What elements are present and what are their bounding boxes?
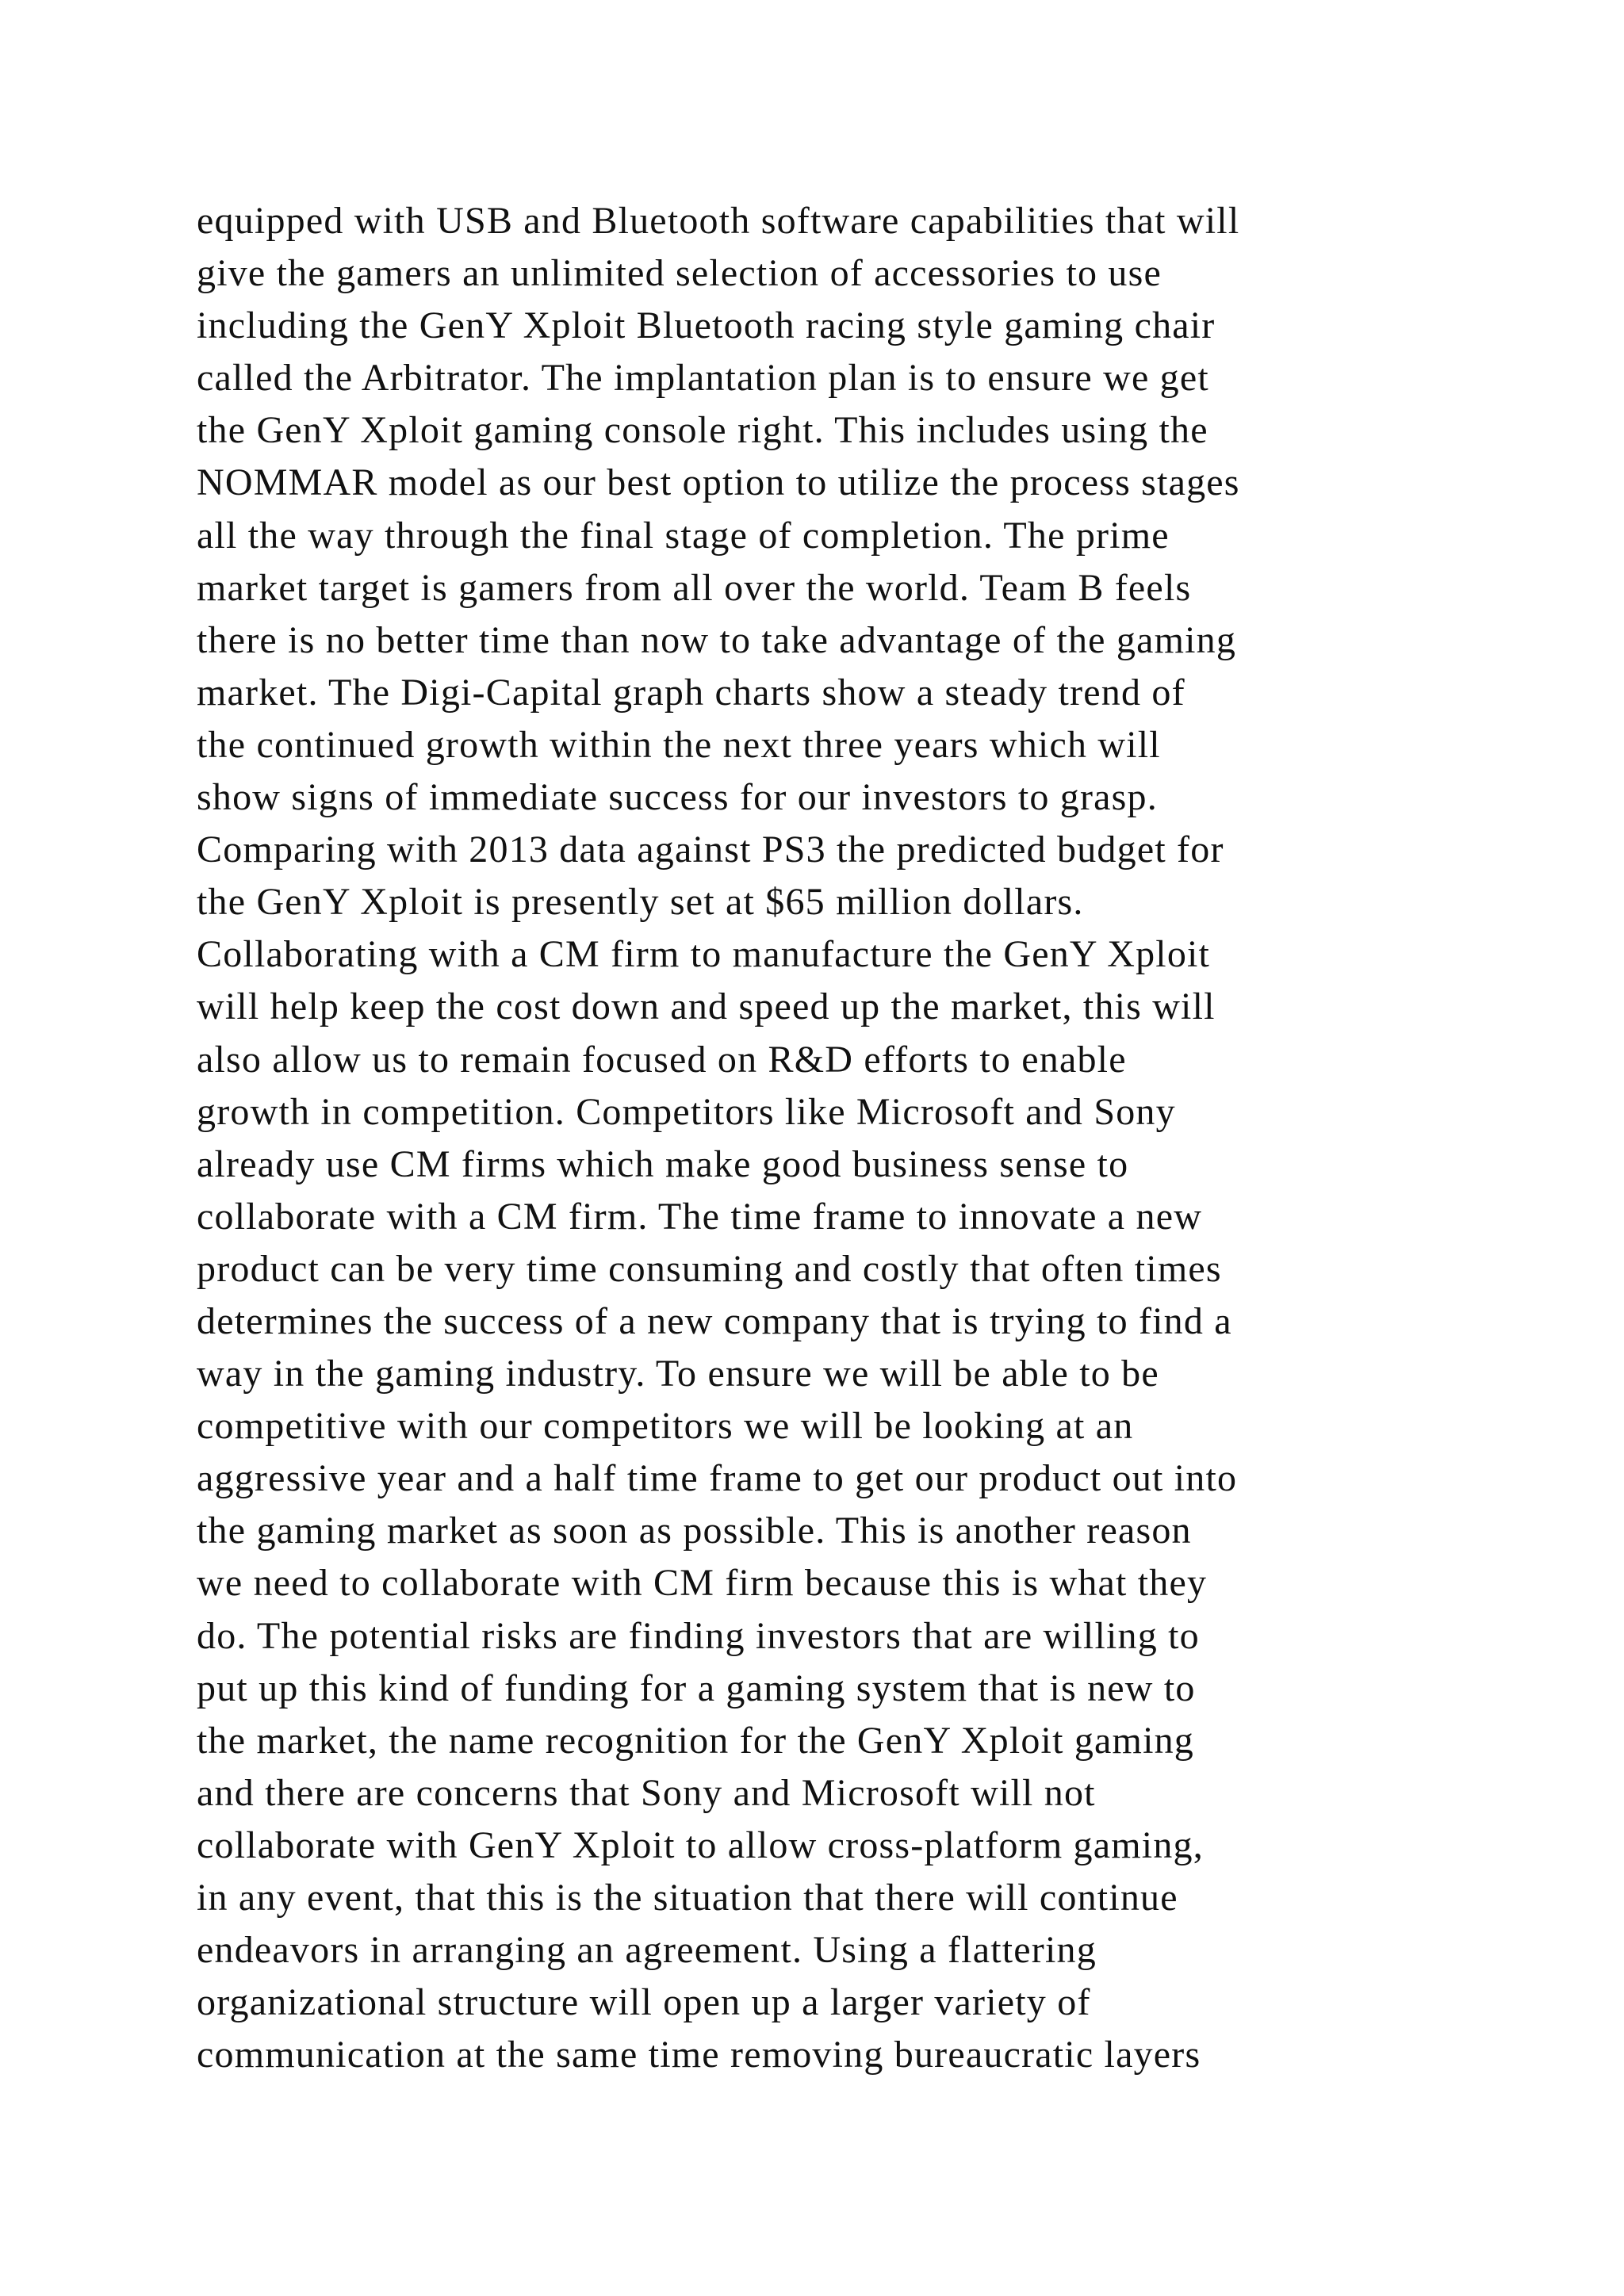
text-line: put up this kind of funding for a gaming system that is new to: [197, 1667, 1196, 1709]
text-line: growth in competition. Competitors like Microsoft and Sony: [197, 1090, 1176, 1133]
text-line: called the Arbitrator. The implantation plan is to ensure we get: [197, 357, 1209, 400]
text-line: equipped with USB and Bluetooth software capabilities that will: [197, 200, 1240, 242]
body-text: [197, 195, 1465, 2081]
text-line: will help keep the cost down and speed up the market, this will: [197, 985, 1216, 1028]
text-line: already use CM firms which make good business sense to: [197, 1142, 1129, 1185]
text-line: show signs of immediate success for our investors to grasp.: [197, 776, 1158, 819]
text-line: do. The potential risks are finding investors that are willing to: [197, 1614, 1200, 1657]
text-line: NOMMAR model as our best option to utilize the process stages: [197, 461, 1240, 504]
text-line: the gaming market as soon as possible. This is another reason: [197, 1510, 1192, 1552]
text-line: all the way through the final stage of completion. The prime: [197, 514, 1170, 557]
text-line: there is no better time than now to take advantage of the gaming: [197, 618, 1237, 661]
text-line: collaborate with GenY Xploit to allow cross-platform gaming,: [197, 1823, 1204, 1866]
text-line: the continued growth within the next three years which will: [197, 723, 1161, 766]
text-line: way in the gaming industry. To ensure we will be able to be: [197, 1353, 1159, 1395]
text-line: market. The Digi-Capital graph charts show a steady trend of: [197, 671, 1185, 714]
text-line: determines the success of a new company that is trying to find a: [197, 1299, 1232, 1342]
text-line: in any event, that this is the situation that there will continue: [197, 1877, 1178, 1919]
text-line: collaborate with a CM firm. The time frame to innovate a new: [197, 1195, 1203, 1238]
text-line: the GenY Xploit gaming console right. This includes using the: [197, 409, 1208, 452]
text-line: give the gamers an unlimited selection of accessories to use: [197, 252, 1162, 295]
text-line: also allow us to remain focused on R&D efforts to enable: [197, 1038, 1127, 1081]
text-line: endeavors in arranging an agreement. Using a flattering: [197, 1929, 1097, 1972]
text-line: market target is gamers from all over the world. Team B feels: [197, 566, 1192, 609]
text-line: product can be very time consuming and costly that often times: [197, 1247, 1222, 1290]
text-line: communication at the same time removing bureaucratic layers: [197, 2034, 1201, 2076]
text-line: the GenY Xploit is presently set at $65 million dollars.: [197, 881, 1084, 924]
text-line: the market, the name recognition for the GenY Xploit gaming: [197, 1719, 1195, 1762]
text-line: Comparing with 2013 data against PS3 the predicted budget for: [197, 828, 1224, 871]
text-line: we need to collaborate with CM firm because this is what they: [197, 1562, 1208, 1605]
text-line: including the GenY Xploit Bluetooth racing style gaming chair: [197, 304, 1216, 347]
text-line: and there are concerns that Sony and Microsoft will not: [197, 1771, 1096, 1814]
text-line: organizational structure will open up a larger variety of: [197, 1981, 1091, 2024]
text-line: Collaborating with a CM firm to manufacture the GenY Xploit: [197, 933, 1211, 976]
text-line: competitive with our competitors we will be looking at an: [197, 1405, 1134, 1448]
text-line: aggressive year and a half time frame to get our product out into: [197, 1457, 1238, 1500]
